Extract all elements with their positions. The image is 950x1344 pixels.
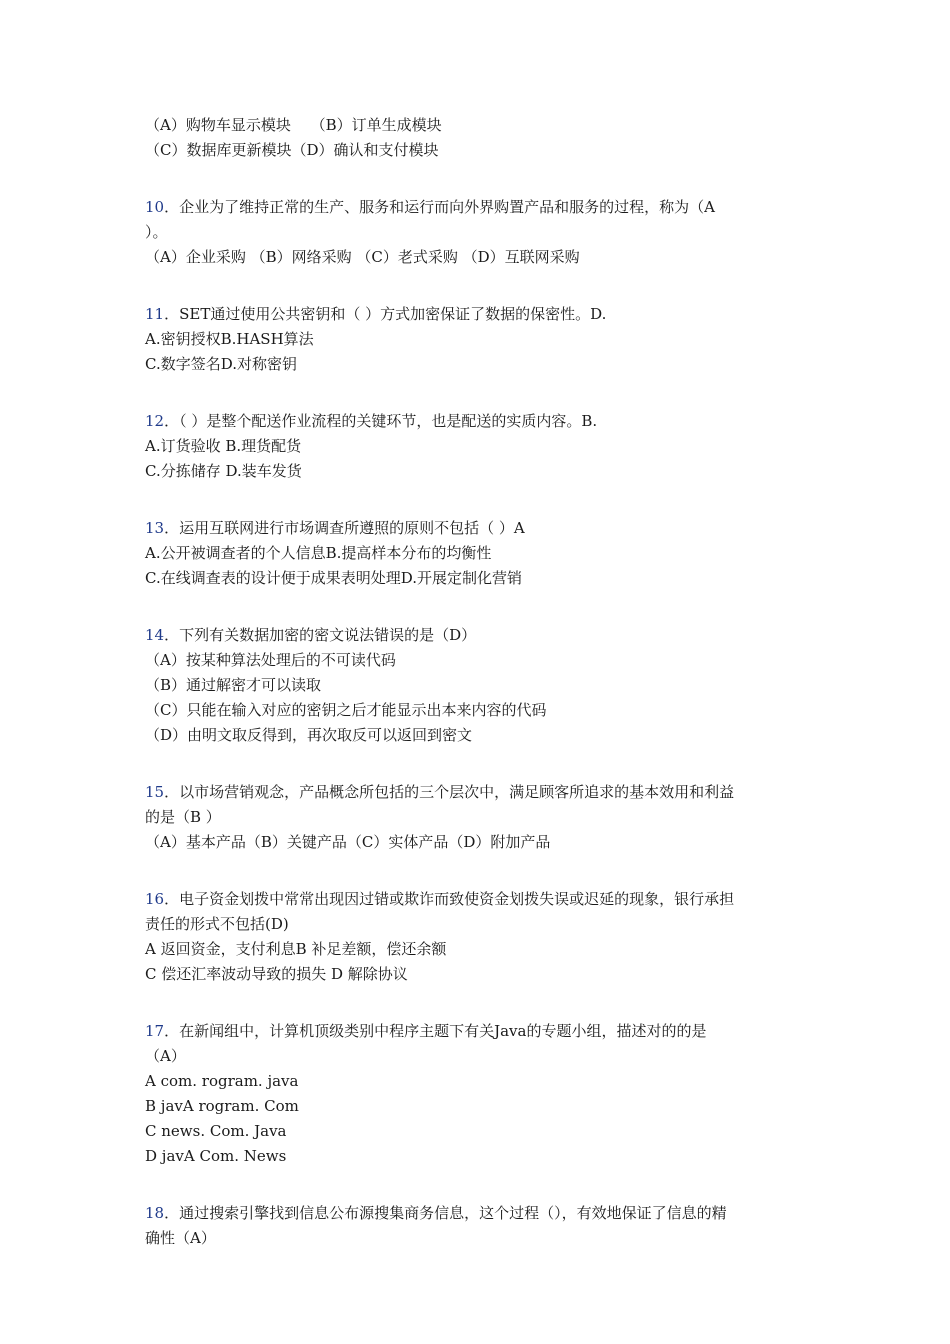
- question-15: [145, 780, 815, 855]
- question-text: ．以市场营销观念，产品概念所包括的三个层次中，满足顾客所追求的基本效用和利益: [164, 783, 735, 801]
- question-9-options: [145, 113, 815, 163]
- question-number: 16: [145, 890, 165, 908]
- question-number: 17: [145, 1022, 165, 1040]
- question-11: [145, 302, 815, 377]
- question-16: [145, 887, 815, 987]
- question-line: 的是（B ）: [145, 808, 221, 826]
- document-page: [145, 113, 815, 1255]
- question-17: [145, 1019, 815, 1169]
- question-number: 13: [145, 519, 165, 537]
- question-line: A.密钥授权B.HASH算法: [145, 330, 314, 348]
- question-13: [145, 516, 815, 591]
- question-text: ．SET通过使用公共密钥和（ ）方式加密保证了数据的保密性。D.: [164, 305, 607, 323]
- question-line: B javA rogram. Com: [145, 1097, 299, 1115]
- question-stem: [145, 780, 815, 805]
- question-text: ．企业为了维持正常的生产、服务和运行而向外界购置产品和服务的过程，称为（A: [164, 198, 715, 216]
- question-line: A 返回资金，支付利息B 补足差额，偿还余额: [145, 940, 447, 958]
- question-text: ．下列有关数据加密的密文说法错误的是（D）: [164, 626, 477, 644]
- question-number: 14: [145, 626, 165, 644]
- question-number: 12: [145, 412, 165, 430]
- question-line: 责任的形式不包括(D): [145, 915, 289, 933]
- question-text: ．通过搜索引擎找到信息公布源搜集商务信息，这个过程（），有效地保证了信息的精: [164, 1204, 727, 1222]
- option-line: （A）购物车显示模块 （B）订单生成模块: [145, 116, 442, 134]
- question-number: 15: [145, 783, 165, 801]
- question-stem: [145, 623, 815, 648]
- question-line: C 偿还汇率波动导致的损失 D 解除协议: [145, 965, 408, 983]
- question-text: ．（ ）是整个配送作业流程的关键环节，也是配送的实质内容。B.: [164, 412, 598, 430]
- question-line: C.在线调查表的设计便于成果表明处理D.开展定制化营销: [145, 569, 522, 587]
- question-line: （B）通过解密才可以读取: [145, 676, 322, 694]
- question-stem: [145, 409, 815, 434]
- question-14: [145, 623, 815, 748]
- question-line: （C）只能在输入对应的密钥之后才能显示出本来内容的代码: [145, 701, 547, 719]
- question-text: ．电子资金划拨中常常出现因过错或欺诈而致使资金划拨失误或迟延的现象，银行承担: [164, 890, 735, 908]
- question-line: （D）由明文取反得到，再次取反可以返回到密文: [145, 726, 473, 744]
- question-line: C news. Com. Java: [145, 1122, 287, 1140]
- question-number: 18: [145, 1204, 165, 1222]
- question-line: A com. rogram. java: [145, 1072, 299, 1090]
- question-text: ．运用互联网进行市场调查所遵照的原则不包括（ ）A: [164, 519, 525, 537]
- question-line: （A）: [145, 1047, 186, 1065]
- question-line: （A）企业采购 （B）网络采购 （C）老式采购 （D）互联网采购: [145, 248, 580, 266]
- question-stem: [145, 1201, 815, 1226]
- option-line: （C）数据库更新模块（D）确认和支付模块: [145, 141, 439, 159]
- question-line: ）。: [145, 223, 168, 241]
- question-stem: [145, 516, 815, 541]
- question-18: [145, 1201, 815, 1251]
- question-stem: [145, 1019, 815, 1044]
- question-line: （A）基本产品（B）关键产品（C）实体产品（D）附加产品: [145, 833, 551, 851]
- question-line: A.公开被调查者的个人信息B.提高样本分布的均衡性: [145, 544, 492, 562]
- question-line: D javA Com. News: [145, 1147, 287, 1165]
- question-number: 11: [145, 305, 165, 323]
- question-10: [145, 195, 815, 270]
- question-line: （A）按某种算法处理后的不可读代码: [145, 651, 396, 669]
- question-line: C.数字签名D.对称密钥: [145, 355, 297, 373]
- question-line: 确性（A）: [145, 1229, 216, 1247]
- question-12: [145, 409, 815, 484]
- question-line: A.订货验收 B.理货配货: [145, 437, 302, 455]
- question-stem: [145, 302, 815, 327]
- question-number: 10: [145, 198, 165, 216]
- question-stem: [145, 887, 815, 912]
- question-text: ．在新闻组中，计算机顶级类别中程序主题下有关Java的专题小组，描述对的的是: [164, 1022, 707, 1040]
- question-line: C.分拣储存 D.装车发货: [145, 462, 302, 480]
- question-stem: [145, 195, 815, 220]
